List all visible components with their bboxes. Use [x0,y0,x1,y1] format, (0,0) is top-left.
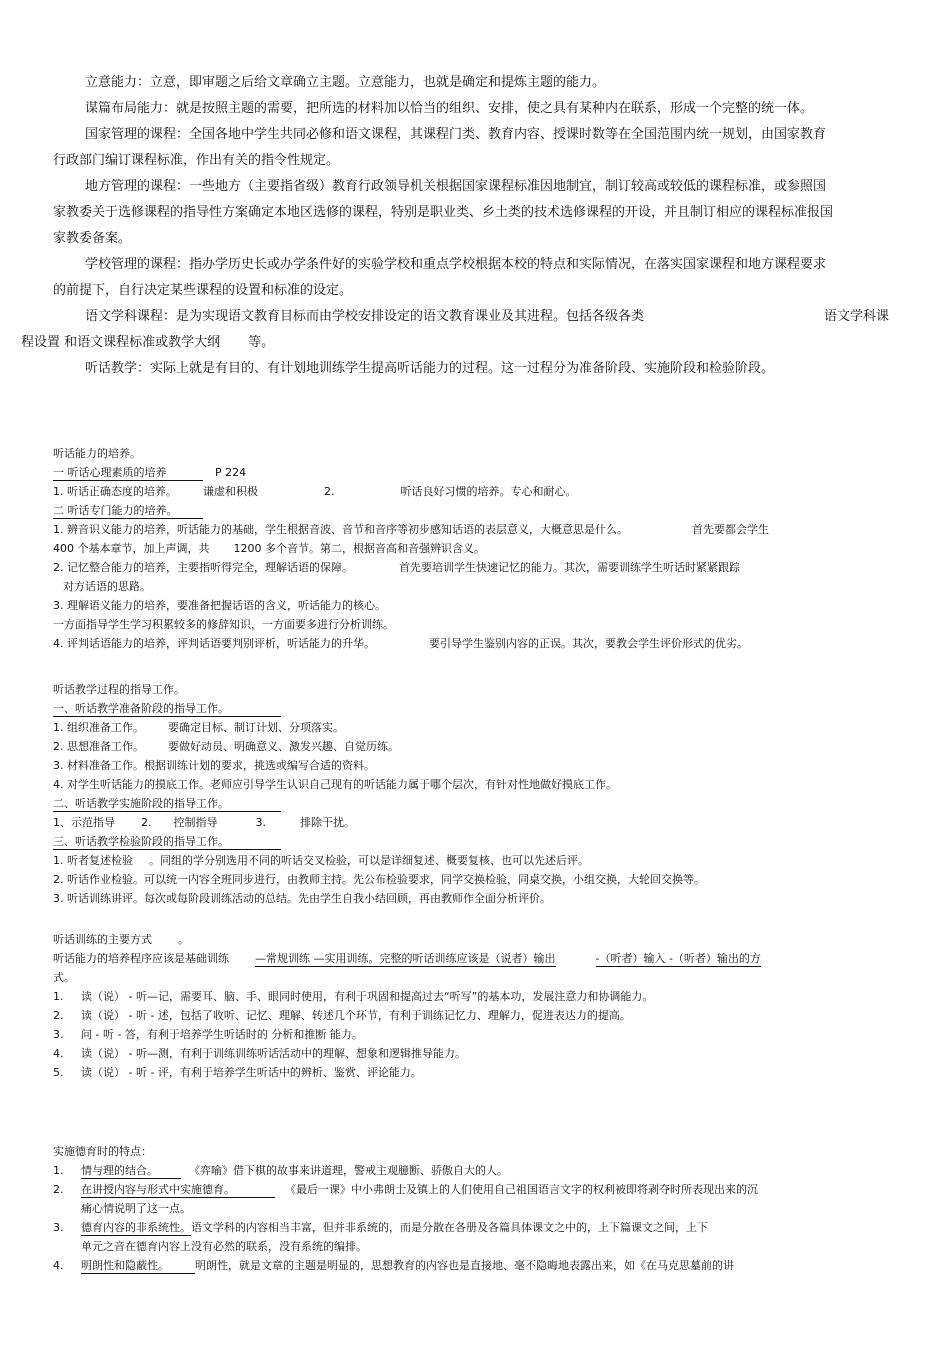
moral-point: 在讲授内容与形式中实施德育。 [81,1182,275,1198]
list-item-note: 要做好动员、明确意义、激发兴趣、自觉历练。 [168,740,399,753]
list-item: 400 个基本章节，加上声调，共 [53,542,210,555]
method-item [53,987,903,1006]
list-item: 1. 辨音识义能力的培养，听话能力的基础，学生根据音波、音节和音序等初步感知话语的表层意义，大概意思是什么。 [53,523,628,536]
method-number: 3. [53,1028,64,1041]
guidance-section [53,680,903,908]
method-item [53,1063,903,1082]
moral-text: 语文学科的内容相当丰富，但并非系统的，而是分散在各册及各篇具体课文之中的，上下篇课文之间，上下 [191,1221,708,1234]
definition-paragraph: 谋篇布局能力：就是按照主题的需要，把所选的材料加以恰当的组织、安排，使之具有某种内在联系，形成一个完整的统一体。 [85,101,814,116]
list-item: 2. 记忆整合能力的培养，主要指听得完全，理解话语的保障。 [53,561,353,574]
method-text: 读（说） - 听 - 述，包括了收听、记忆、理解、转述几个环节，有利于训练记忆力、理解力，促进表达力的提高。 [81,1009,631,1022]
listening-training-section [53,444,903,653]
list-item: 3. 听话训练讲评。每次或每阶段训练活动的总结。先由学生自我小结回顾，再由教师作全面分析评价。 [53,892,551,905]
list-item: 1. 听话正确态度的培养。 [53,485,177,498]
list-item: 4. 对学生听话能力的摸底工作。老师应引导学生认识自己现有的听话能力属于哪个层次，有针对性地做好摸底工作。 [53,778,617,791]
list-item-number: 2. [141,816,152,829]
list-item: 1200 多个音节。第二，根据音高和音强辨识含义。 [233,542,485,555]
training-sequence-complete: 完整的听话训练应该是（说者）输出 [379,952,556,965]
list-item: 听话良好习惯的培养。专心和耐心。 [400,485,577,498]
moral-item [53,1161,903,1180]
list-item-note: 要确定目标、制订计划、分项落实。 [168,721,344,734]
method-item [53,1025,903,1044]
methods-section [53,930,903,1082]
section-title: 听话能力的培养。 [53,447,141,460]
method-number: 1. [53,990,64,1003]
training-sequence-steps: —常规训练 —实用训练。 [255,952,380,965]
moral-number: 1. [53,1164,64,1177]
list-item: 排除干扰。 [300,816,355,829]
section-title-suffix: 。 [178,933,189,946]
section-heading: 一 听话心理素质的培养 [53,465,203,481]
definition-paragraph: 地方管理的课程：一些地方（主要指省级）教育行政领导机关根据国家课程标准因地制宜，制订较高或较低的课程标准，或参照国家教委关于选修课程的指导性方案确定本地区选修的课程，特别是职业类、乡土类的技术选修课程的开设，并且制订相应的课程标准报国家教委备案。 [53,179,834,246]
list-item: 2. 听话作业检验。可以统一内容全班同步进行，由教师主持。先公布检验要求，同学交换检验，同桌交换，小组交换，大轮回交换等。 [53,873,705,886]
definition-side-text: 语文学科课 [823,309,889,324]
moral-text-continued: 单元之音在德育内容上没有必然的联系，没有系统的编排。 [81,1240,367,1253]
list-item: 1. 组织准备工作。 [53,721,144,734]
moral-text-continued: 痛心情说明了这一点。 [81,1202,191,1215]
definition-line: 语文学科课程：是为实现语文教育目标而由学校安排设定的语文教育课业及其进程。包括各级各类 [85,309,645,324]
list-item: 一方面指导学生学习积累较多的修辞知识，一方面要多进行分析训练。 [53,618,394,631]
section-title: 听话教学过程的指导工作。 [53,683,185,696]
section-title: 实施德育时的特点： [53,1145,152,1158]
method-text: 读（说） - 听—记，需要耳、脑、手、眼同时使用，有利于巩固和提高过去“听写”的基本功，发展注意力和协调能力。 [81,990,654,1003]
list-item: 1、示范指导 [53,816,115,829]
definitions-block [21,70,889,382]
list-item: 3. 材料准备工作。根据训练计划的要求，挑选或编写合适的资料。 [53,759,375,772]
definition-line: 程设置 和语文课程标准或教学大纲 [21,335,221,350]
list-item: 3. 理解语义能力的培养，要准备把握话语的含义，听话能力的核心。 [53,599,386,612]
moral-number: 3. [53,1221,64,1234]
moral-item [53,1218,903,1237]
training-sequence-complete: -（听者）输入 -（听者）输出的方 [595,952,761,965]
list-item-note: 。同组的学分别选用不同的听话交叉检验，可以是详细复述、概要复核、也可以先述后评。 [149,854,589,867]
list-item-number: 3. [255,816,266,829]
section-heading: 二 听话专门能力的培养。 [53,503,203,519]
moral-item [53,1256,903,1275]
section-title: 听话训练的主要方式 [53,933,152,946]
list-item-note: 首先要培训学生快速记忆的能力。其次，需要训练学生听话时紧紧跟踪 [399,561,740,574]
page-reference: P 224 [215,466,247,479]
list-item-number: 2. [324,485,335,498]
moral-text: 《弈喻》借下棋的故事来讲道理，警戒主观臆断、骄傲自大的人。 [189,1164,508,1177]
list-item: 2. 思想准备工作。 [53,740,144,753]
moral-number: 2. [53,1183,64,1196]
definition-paragraph: 听话教学：实际上就是有目的、有计划地训练学生提高听话能力的过程。这一过程分为准备阶段、实施阶段和检验阶段。 [85,361,775,376]
definition-paragraph: 学校管理的课程：指办学历史长或办学条件好的实验学校和重点学校根据本校的特点和实际情况，在落实国家课程和地方课程要求的前提下，自行决定某些课程的设置和标准的设定。 [53,257,827,298]
moral-education-section [53,1142,903,1275]
method-text: 问 - 听 - 答，有利于培养学生听话时的 分析和推断 能力。 [81,1028,363,1041]
section-heading: 二、听话教学实施阶段的指导工作。 [53,796,281,812]
list-item: 控制指导 [173,816,218,829]
list-item-note: 要引导学生鉴别内容的正误。其次，要教会学生评价形式的优劣。 [429,637,748,650]
list-item-note: 谦虚和积极 [203,485,258,498]
moral-text: 《最后一课》中小弗朗士及镇上的人们使用自己祖国语言文字的权利被即将剥夺时所表现出来的沉 [285,1183,758,1196]
section-heading: 三、听话教学检验阶段的指导工作。 [53,834,281,850]
section-heading: 一、听话教学准备阶段的指导工作。 [53,701,281,717]
list-item: 4. 评判话语能力的培养，评判话语要判别评析，听话能力的升华。 [53,637,375,650]
moral-text: 明朗性，就是文章的主题是明显的，思想教育的内容也是直接地、毫不隐晦地表露出来，如《在马克思墓前的讲 [195,1259,734,1272]
definition-line: 等。 [248,335,275,350]
training-sequence: 式。 [53,971,75,984]
moral-number: 4. [53,1259,64,1272]
method-number: 2. [53,1009,64,1022]
list-item: 对方话语的思路。 [63,580,151,593]
method-text: 读（说） - 听—测，有利于训练训练听话活动中的理解、想象和逻辑推导能力。 [81,1047,466,1060]
method-item [53,1044,903,1063]
definition-paragraph: 立意能力：立意，即审题之后给文章确立主题。立意能力，也就是确定和提炼主题的能力。 [85,75,606,90]
list-item: 1. 听者复述检验 [53,854,133,867]
method-number: 4. [53,1047,64,1060]
method-number: 5. [53,1066,64,1079]
list-item-note: 首先要都会学生 [692,523,769,536]
moral-item [53,1180,903,1199]
moral-point: 明朗性和隐蔽性。 [81,1258,195,1274]
moral-point: 情与理的结合。 [81,1163,181,1179]
moral-point: 德育内容的非系统性。 [81,1221,191,1234]
definition-paragraph: 国家管理的课程：全国各地中学生共同必修和语文课程，其课程门类、教育内容、授课时数等在全国范围内统一规划，由国家教育行政部门编订课程标准，作出有关的指令性规定。 [53,127,827,168]
method-text: 读（说） - 听 - 评，有利于培养学生听话中的辨析、鉴赏、评论能力。 [81,1066,422,1079]
training-sequence: 听话能力的培养程序应该是基础训练 [53,952,229,965]
method-item [53,1006,903,1025]
definition-paragraph-chinese-course [21,304,889,356]
